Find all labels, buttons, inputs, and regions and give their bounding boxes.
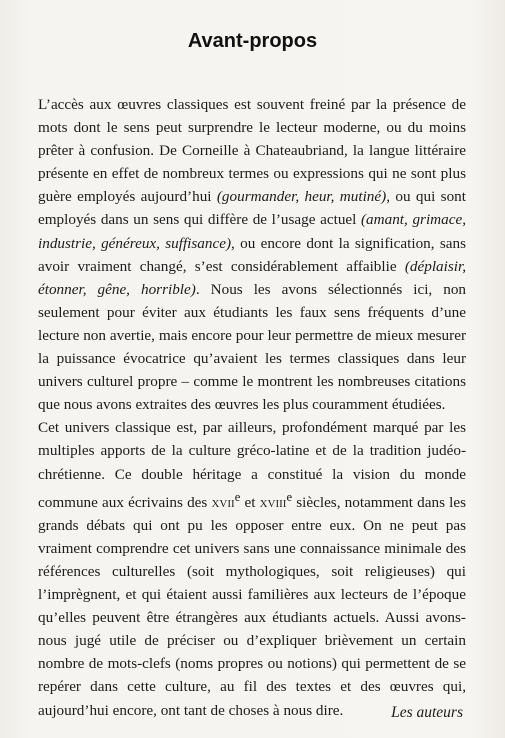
signature: Les auteurs xyxy=(391,704,463,721)
body-text xyxy=(38,93,466,722)
conjunction: et xyxy=(240,493,260,511)
century-17: xvii xyxy=(211,493,235,511)
paragraph-2-text-1: Cet univers classique est, par ailleurs, profondément marqué par les multiples apports de la culture gréco-latine et de la tradition judéo-chrétienne. Ce double héritage a constitué la vision du monde commune aux écrivains des xyxy=(38,419,466,511)
example-words-2: (amant, grimace, industrie, généreux, suffisance) xyxy=(38,211,467,252)
century-18-suffix: e xyxy=(286,489,293,504)
century-18: xviii xyxy=(259,493,287,511)
paragraph-1-text-1: L’accès aux œuvres classiques est souvent freiné par la présence de mots dont le sens peut surprendre le lecteur moderne, ou du moins prêter à confusion. De Corneille à Chateaubriand, la langue littéraire présente en effet de nombreux termes ou expressions qui ne sont plus guère employés aujourd’hui xyxy=(38,96,466,206)
paragraph-1-text-2: , ou qui sont employés dans un sens qui diffère de l’usage actuel xyxy=(38,188,466,229)
paragraph-2 xyxy=(38,416,466,721)
paragraph-1-text-3: , ou encore dont la signification, sans avoir vraiment changé, s’est considérablement affaiblie xyxy=(38,234,466,275)
example-words-3: (déplaisir, étonner, gêne, horrible) xyxy=(38,257,466,298)
example-words-1: (gourmander, heur, mutiné) xyxy=(216,188,387,206)
paragraph-1-text-4: . Nous les avons sélectionnés ici, non seulement pour éviter aux étudiants les faux sens fréquents d’une lecture non avertie, mais encore pour leur permettre de mieux mesurer la puissance évocatrice qu’avaient les termes classiques dans leur univers culturel propre – comme le montrent les nombreuses citations que nous avons extraites des œuvres les plus couramment étudiées. xyxy=(38,280,467,414)
page-title: Avant-propos xyxy=(187,30,318,52)
paragraph-1 xyxy=(38,93,466,416)
century-17-suffix: e xyxy=(234,489,241,504)
paragraph-2-text-2: siècles, notamment dans les grands débats qui ont pu les opposer entre eux. On ne peut pas vraiment comprendre cet univers sans une connaissance minimale des références culturelles (soit mythologiques, soit religieuses) qui l’imprègnent, et qui étaient aussi familières aux lecteurs de l’époque qu’elles peuvent être étrangères aux étudiants actuels. Aussi avons-nous jugé utile de préciser ou d’expliquer brièvement un certain nombre de mots-clefs (noms propres ou notions) qui permettent de se repérer dans cette culture, au fil des textes et des œuvres qui, aujourd’hui encore, ont tant de choses à nous dire. xyxy=(38,493,466,719)
